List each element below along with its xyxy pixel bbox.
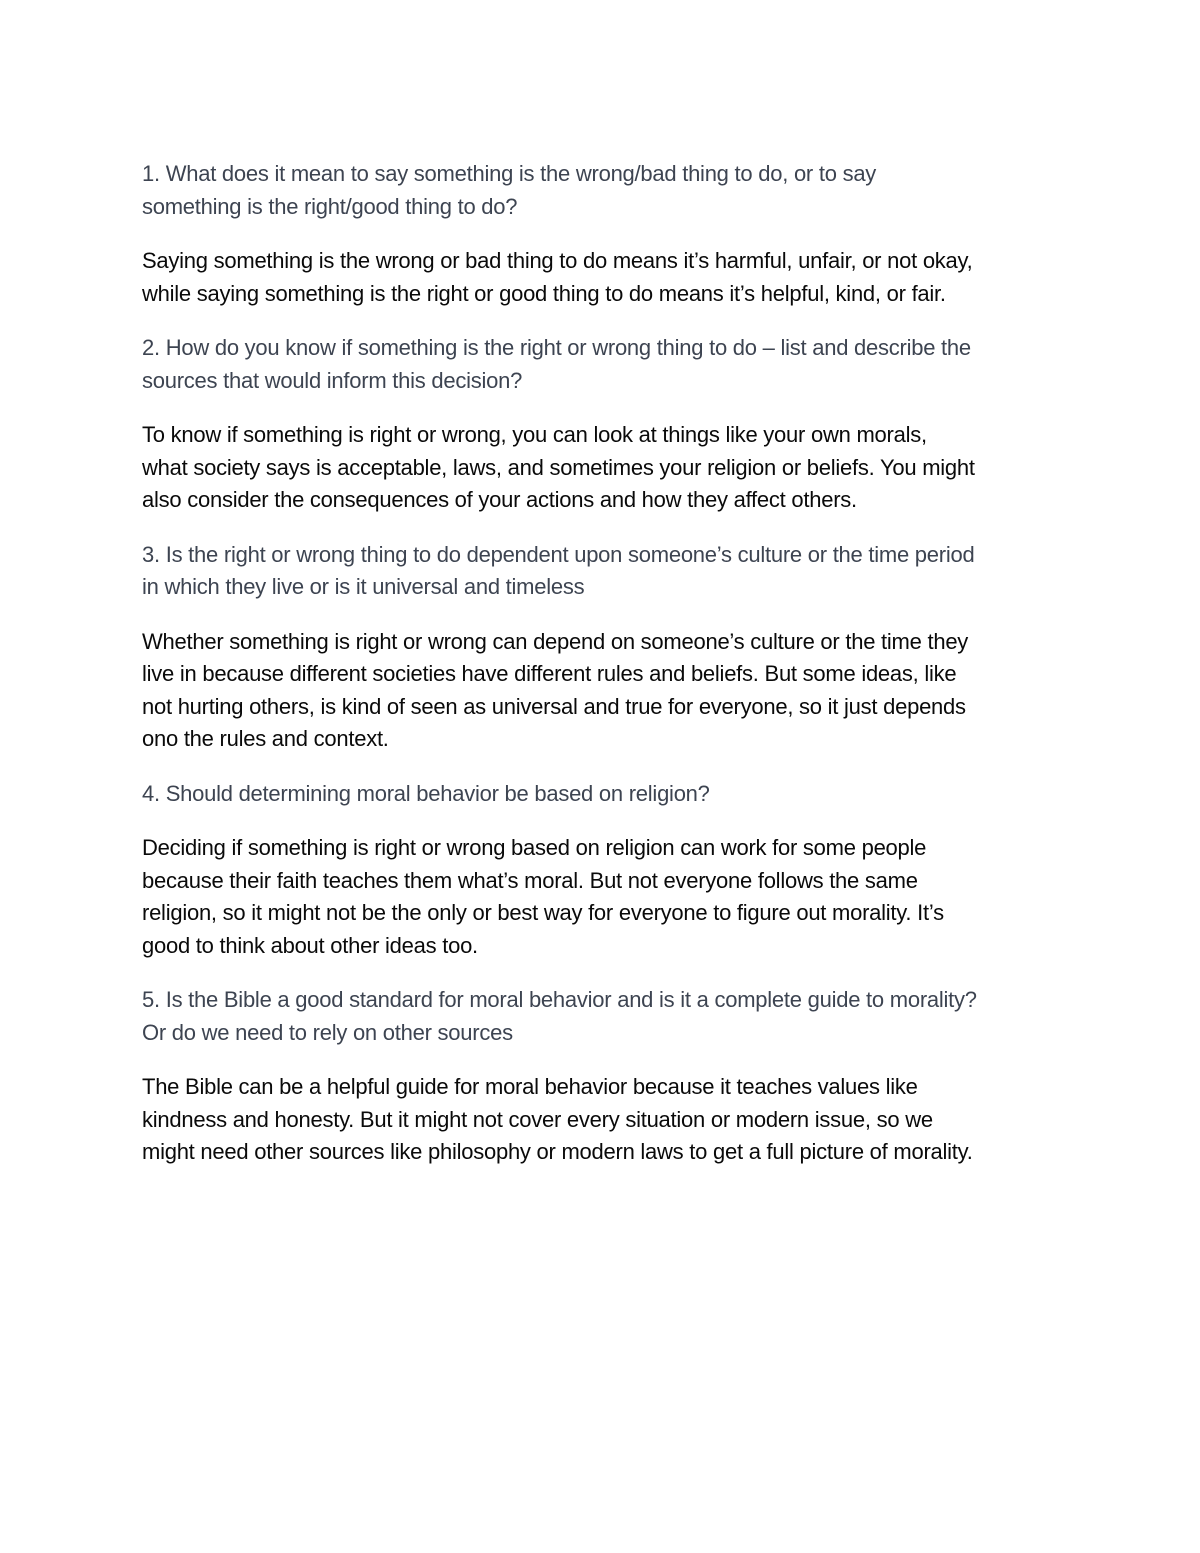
question-line: in which they live or is it universal and timeless (142, 574, 585, 599)
answer-line: also consider the consequences of your actions and how they affect others. (142, 487, 857, 512)
answer-1 (142, 245, 1072, 310)
question-line: Or do we need to rely on other sources (142, 1019, 513, 1045)
question-1 (142, 158, 1072, 223)
answer-line: good to think about other ideas too. (142, 932, 478, 958)
answer-4 (142, 832, 1072, 962)
document-content (142, 158, 1072, 1191)
answer-3 (142, 626, 1072, 756)
question-line: 2. How do you know if something is the right or wrong thing to do – list and describe the (142, 335, 971, 360)
question-line: sources that would inform this decision? (142, 367, 523, 393)
answer-line: while saying something is the right or good thing to do means it’s helpful, kind, or fair. (142, 280, 946, 306)
qa-item-3 (142, 539, 1072, 756)
answer-line: To know if something is right or wrong, you can look at things like your own morals, (142, 422, 927, 447)
question-4 (142, 778, 1072, 811)
question-line: 3. Is the right or wrong thing to do dependent upon someone’s culture or the time period (142, 541, 975, 567)
qa-item-1 (142, 158, 1072, 310)
answer-line: The Bible can be a helpful guide for moral behavior because it teaches values like (142, 1074, 918, 1099)
question-2 (142, 332, 1072, 397)
question-line: 4. Should determining moral behavior be based on religion? (142, 780, 710, 806)
question-5 (142, 984, 1072, 1049)
question-line: 5. Is the Bible a good standard for moral behavior and is it a complete guide to morality? (142, 987, 977, 1012)
answer-line: Saying something is the wrong or bad thing to do means it’s harmful, unfair, or not okay, (142, 248, 973, 273)
answer-line: Deciding if something is right or wrong based on religion can work for some people (142, 835, 927, 860)
answer-2 (142, 419, 1072, 517)
qa-item-5 (142, 984, 1072, 1169)
question-3 (142, 539, 1072, 604)
answer-line: Whether something is right or wrong can depend on someone’s culture or the time they (142, 628, 969, 654)
qa-item-2 (142, 332, 1072, 517)
answer-line: ono the rules and context. (142, 726, 389, 751)
answer-line: kindness and honesty. But it might not cover every situation or modern issue, so we (142, 1106, 933, 1132)
answer-line: religion, so it might not be the only or best way for everyone to figure out morality. It’s (142, 900, 944, 925)
answer-line: live in because different societies have different rules and beliefs. But some ideas, like (142, 661, 957, 686)
question-line: something is the right/good thing to do? (142, 193, 518, 219)
answer-line: not hurting others, is kind of seen as universal and true for everyone, so it just depends (142, 693, 966, 719)
answer-line: might need other sources like philosophy or modern laws to get a full picture of morality. (142, 1139, 973, 1164)
answer-5 (142, 1071, 1072, 1169)
qa-item-4 (142, 778, 1072, 963)
question-line: 1. What does it mean to say something is the wrong/bad thing to do, or to say (142, 161, 877, 186)
answer-line: because their faith teaches them what’s moral. But not everyone follows the same (142, 867, 918, 893)
answer-line: what society says is acceptable, laws, and sometimes your religion or beliefs. You might (142, 454, 975, 480)
